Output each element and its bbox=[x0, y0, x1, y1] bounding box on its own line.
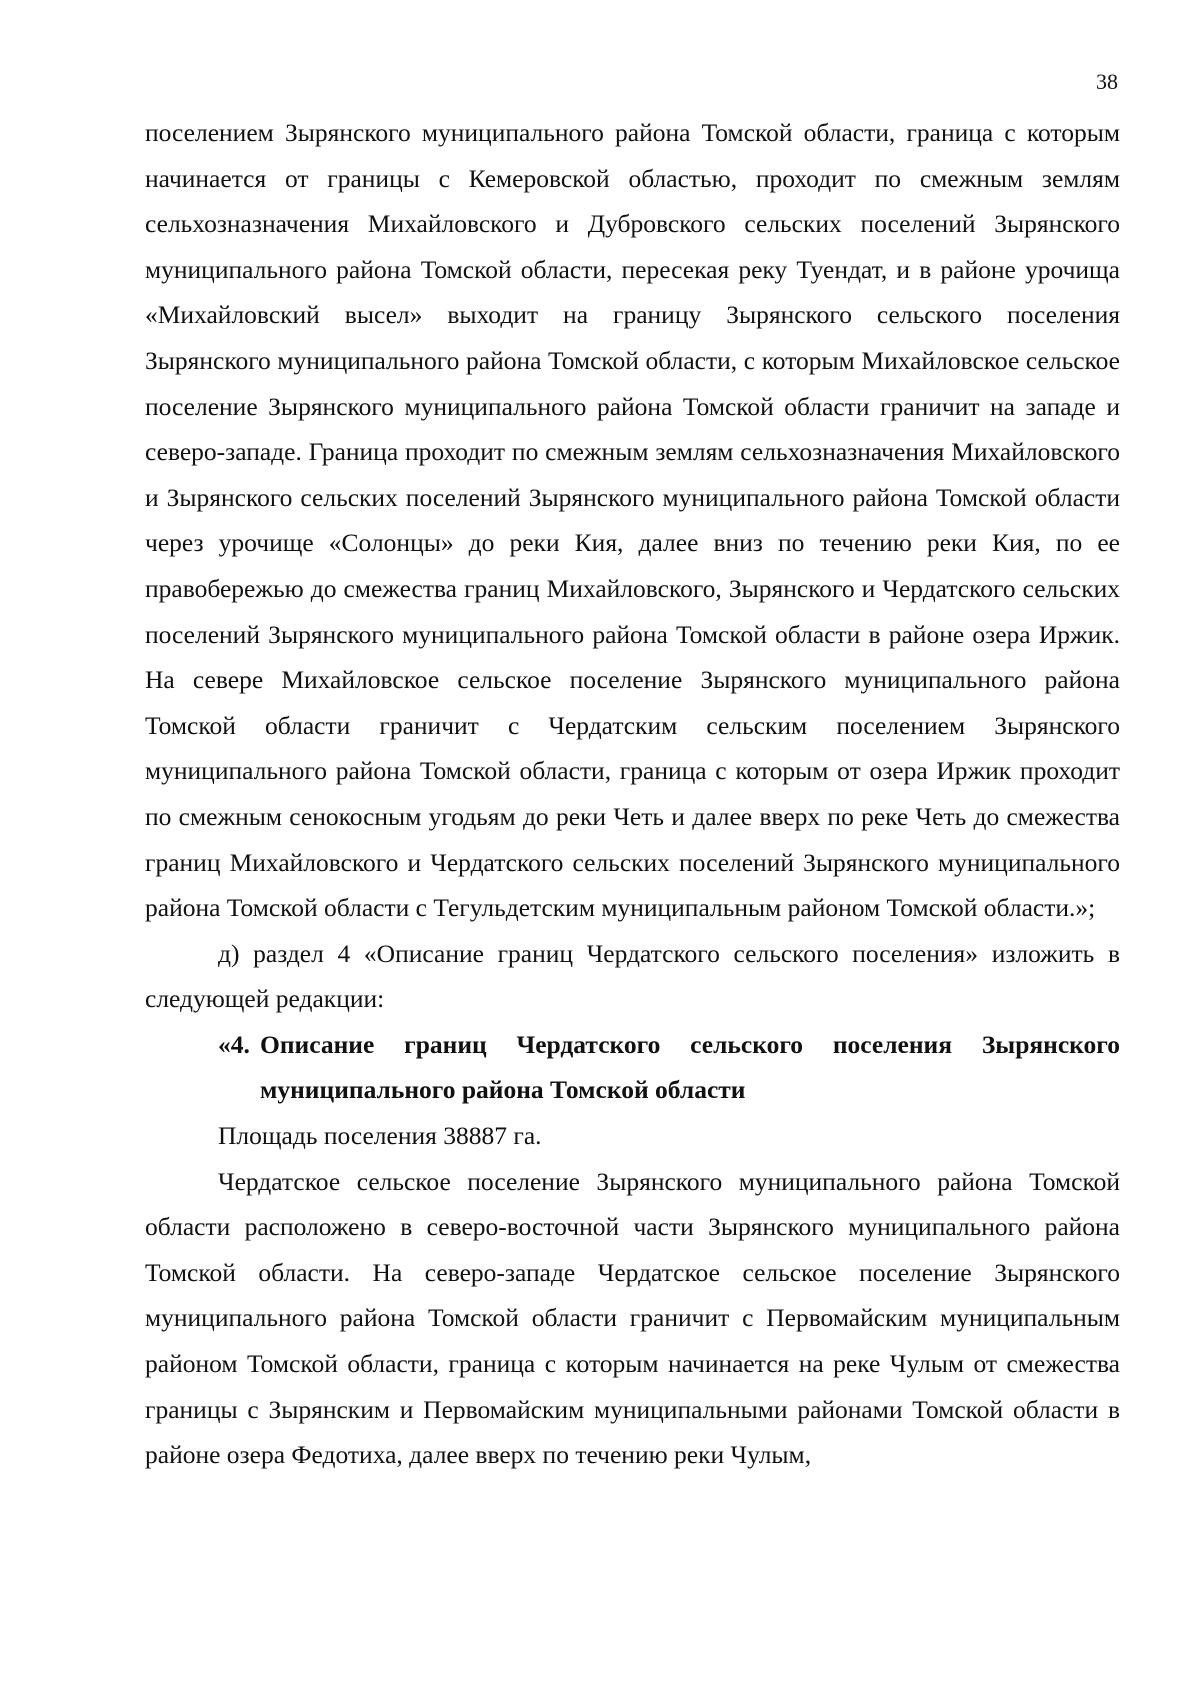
page-number: 38 bbox=[1096, 69, 1118, 94]
paragraph-continuation: поселением Зырянского муниципального района Томской области, граница с которым начинается от границы с Кемеровской областью, проходит по смежным землям сельхозназначения Михайловского и Дубровского сельских поселений Зырянского муниципального района Томской области, пересекая реку Туендат, и в районе урочища «Михайловский высел» выходит на границу Зырянского сельского поселения Зырянского муниципального района Томской области, с которым Михайловское сельское поселение Зырянского муниципального района Томской области граничит на западе и северо-западе. Граница проходит по смежным землям сельхозназначения Михайловского и Зырянского сельских поселений Зырянского муниципального района Томской области через урочище «Солонцы» до реки Кия, далее вниз по течению реки Кия, по ее правобережью до смежества границ Михайловского, Зырянского и Чердатского сельских поселений Зырянского муниципального района Томской области в районе озера Иржик. На севере Михайловское сельское поселение Зырянского муниципального района Томской области граничит с Чердатским сельским поселением Зырянского муниципального района Томской области, граница с которым от озера Иржик проходит по смежным сенокосным угодьям до реки Четь и далее вверх по реке Четь до смежества границ Михайловского и Чердатского сельских поселений Зырянского муниципального района Томской области с Тегульдетским муниципальным районом Томской области.»; bbox=[145, 118, 1120, 923]
paragraph-amendment-d: д) раздел 4 «Описание границ Чердатского сельского поселения» изложить в следующей редакции: bbox=[145, 938, 1120, 1014]
section-heading bbox=[145, 1022, 1120, 1113]
section-heading-number: «4. bbox=[218, 1029, 250, 1059]
document-body bbox=[145, 110, 1120, 1478]
section-heading-text: Описание границ Чердатского сельского поселения Зырянского муниципального района Томской области bbox=[260, 1029, 1120, 1105]
paragraph-area: Площадь поселения 38887 га. bbox=[218, 1121, 542, 1151]
paragraph-cherdat-description: Чердатское сельское поселение Зырянского муниципального района Томской области расположено в северо-восточной части Зырянского муниципального района Томской области. На северо-западе Чердатское сельское поселение Зырянского муниципального района Томской области граничит с Первомайским муниципальным районом Томской области, граница с которым начинается на реке Чулым от смежества границы с Зырянским и Первомайским муниципальными районами Томской области в районе озера Федотиха, далее вверх по течению реки Чулым, bbox=[145, 1166, 1120, 1470]
